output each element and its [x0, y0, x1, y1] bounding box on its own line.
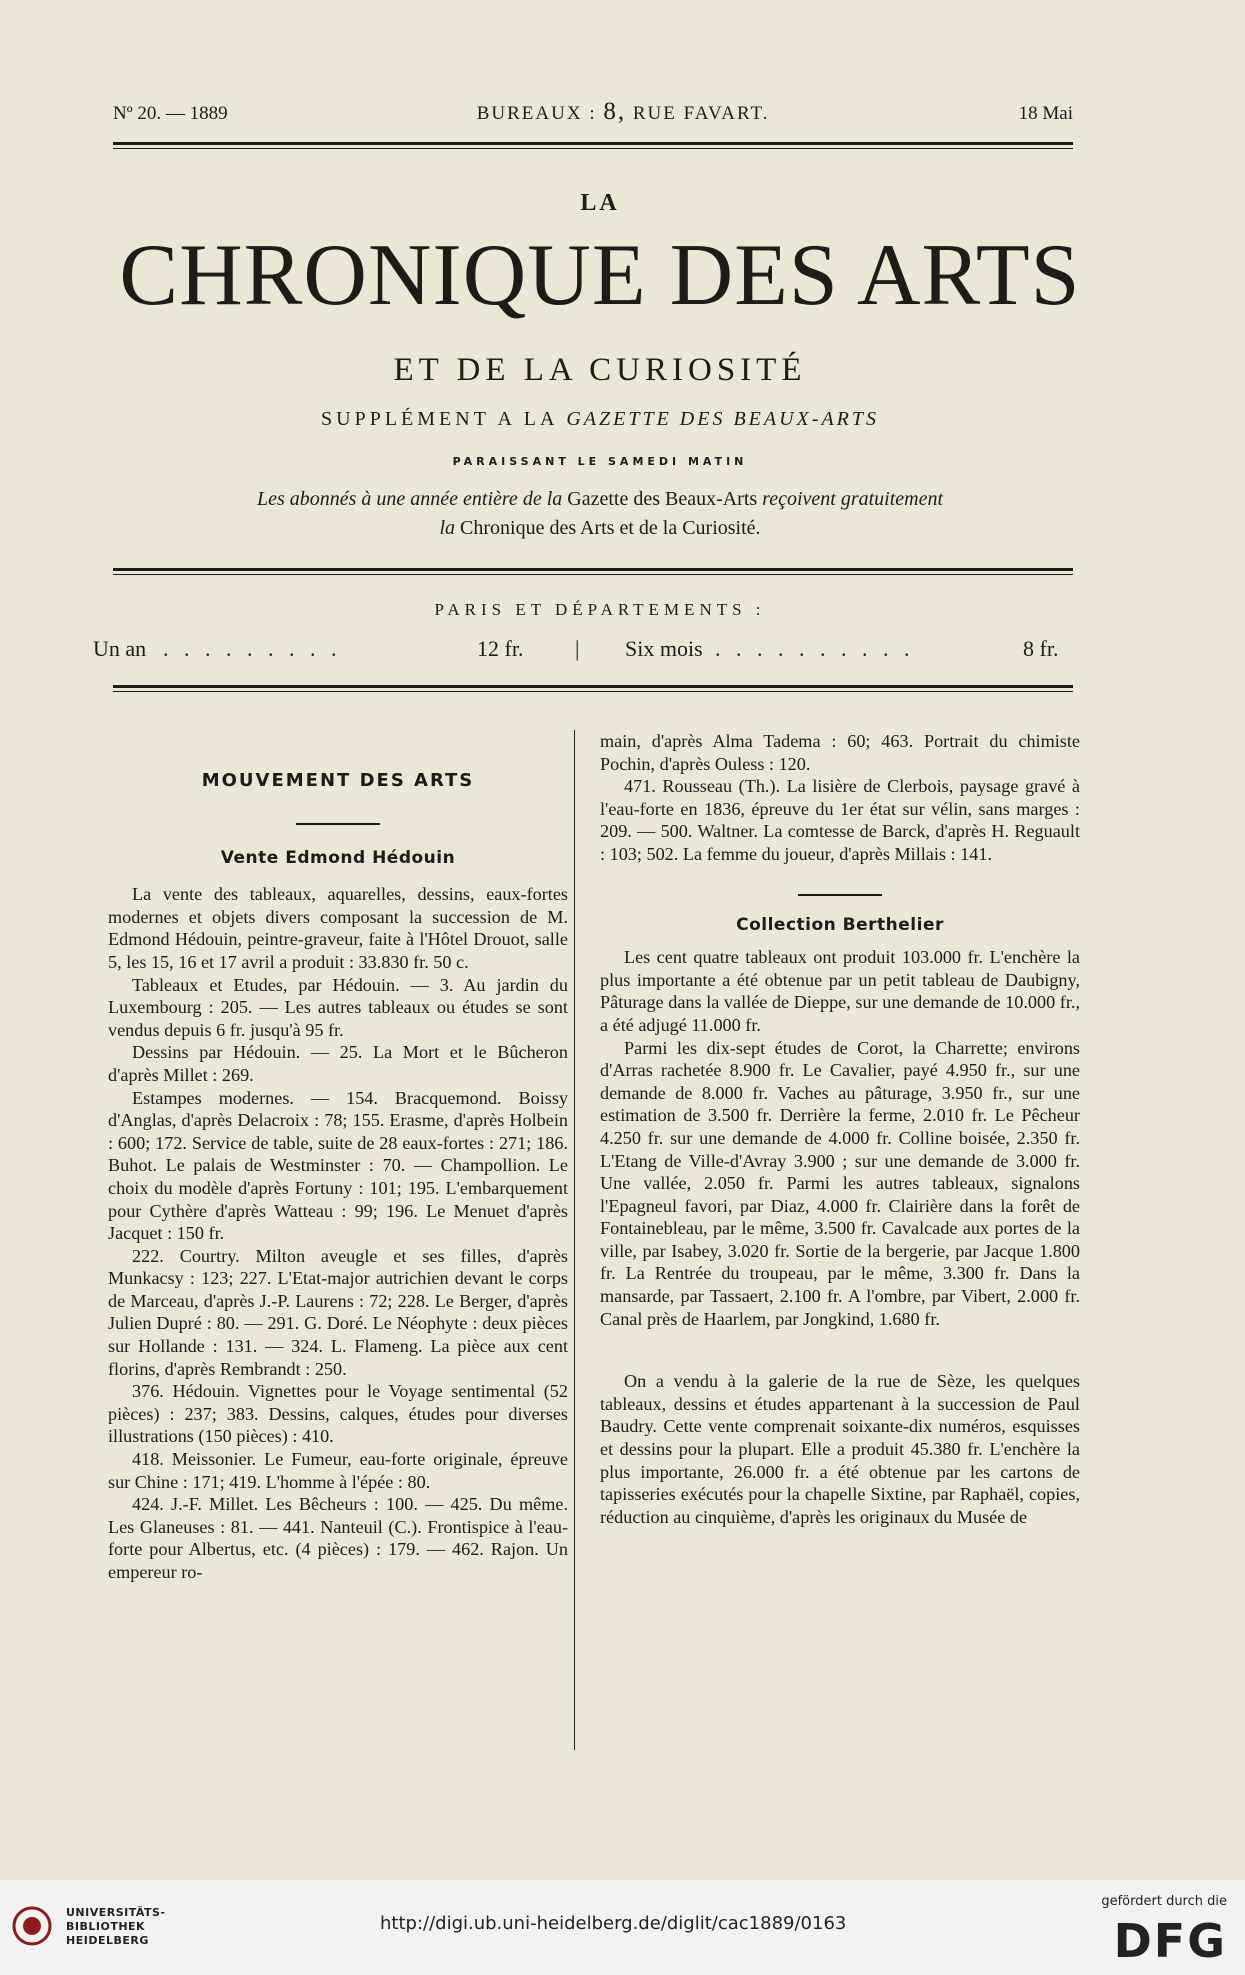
footer-bar [0, 1880, 1245, 1975]
pricing-rule-thin [113, 691, 1073, 692]
year-label: Un an [93, 636, 147, 661]
left-column [108, 770, 568, 1584]
dfg-logo: DFG [1113, 1914, 1227, 1968]
six-month-price: 8 fr. [1023, 636, 1059, 661]
paragraph: Tableaux et Etudes, par Hédouin. — 3. Au jardin du Luxembourg : 205. — Les autres tableaux ou études se sont vendus depuis 6 fr. jusqu'à 95 fr. [108, 974, 568, 1040]
pricing-heading: PARIS ET DÉPARTEMENTS : [434, 600, 766, 619]
paragraph: main, d'après Alma Tadema : 60; 463. Portrait du chimiste Pochin, d'après Ouless : 120. [600, 731, 1080, 774]
paragraph: La vente des tableaux, aquarelles, dessins, eaux-fortes modernes et objets divers composant la succession de M. Edmond Hédouin, peintre-graveur, faite à l'Hôtel Drouot, salle 5, les 15, 16 et 17 avril a produit : 33.830 fr. 50 c. [108, 884, 568, 972]
right-column [600, 730, 1080, 1528]
year-dots: . . . . . . . . . [163, 636, 342, 661]
collection-title: Collection Berthelier [736, 914, 944, 935]
issue-date: 18 Mai [1018, 103, 1073, 124]
university-seal-icon [12, 1904, 52, 1948]
section-title: MOUVEMENT DES ARTS [201, 770, 475, 791]
paragraph: 424. J.-F. Millet. Les Bêcheurs : 100. — 425. Du même. Les Glaneuses : 81. — 441. Nanteuil (C.). Frontispice à l'eau-forte pour Albertus, etc. (4 pièces) : 179. — 462. Rajon. Un empereur ro- [108, 1494, 568, 1582]
masthead-rule-thick [113, 568, 1073, 571]
issue-number: Nº 20. — 1889 [113, 103, 228, 124]
university-name: UNIVERSITÄTS- BIBLIOTHEK HEIDELBERG [66, 1906, 166, 1947]
paragraph: 418. Meissonier. Le Fumeur, eau-forte originale, épreuve sur Chine : 171; 419. L'homme à l'épée : 80. [108, 1449, 568, 1492]
column-divider [574, 730, 575, 1750]
six-month-dots: . . . . . . . . . . [715, 636, 915, 661]
funding-label: gefördert durch die [1101, 1894, 1227, 1909]
paragraph: 376. Hédouin. Vignettes pour le Voyage sentimental (52 pièces) : 237; 383. Dessins, calques, études pour diverses illustrations (150 pièces) : 410. [108, 1381, 568, 1447]
bureaux-address: BUREAUX : 8, RUE FAVART. [476, 98, 770, 125]
masthead-rule-thin [113, 574, 1073, 575]
six-month-label: Six mois [625, 636, 703, 661]
masthead-subtitle: ET DE LA CURIOSITÉ [393, 352, 807, 388]
header-rule-thick [113, 142, 1073, 145]
subscriber-note: Les abonnés à une année entière de la Gazette des Beaux-Arts reçoivent gratuitement la Chronique des Arts et de la Curiosité. [256, 488, 944, 539]
paragraph: On a vendu à la galerie de la rue de Sèze, les quelques tableaux, dessins et études appartenant à la succession de Paul Baudry. Cette vente comprenait soixante-dix numéros, esquisses et dessins pour la plupart. Elle a produit 45.380 fr. L'enchère la plus importante, 26.000 fr. a été obtenue par les cartons de tapisseries exécutés pour la chapelle Sixtine, par Raphaël, copies, réduction au cinquième, d'après les originaux du Musée de [600, 1371, 1080, 1527]
paragraph: Estampes modernes. — 154. Bracquemond. Boissy d'Anglas, d'après Delacroix : 78; 155. Erasme, d'après Holbein : 600; 172. Service de table, suite de 28 eaux-fortes : 271; 186. Buhot. Le palais de Westminster : 70. — Champollion. Le choix du modèle d'après Fortuny : 101; 195. L'embarquement pour Cythère d'après Watteau : 99; 196. Le Menuet d'après Jacquet : 150 fr. [108, 1087, 568, 1244]
header-rule-thin [113, 148, 1073, 149]
paragraph: Dessins par Hédouin. — 25. La Mort et le Bûcheron d'après Millet : 269. [108, 1042, 568, 1085]
paragraph: 222. Courtry. Milton aveugle et ses filles, d'après Munkacsy : 123; 227. L'Etat-major autrichien devant le corps de Marceau, d'après J.-P. Laurens : 72; 228. Le Berger, d'après Julien Dupré : 80. — 291. G. Doré. Le Néophyte : deux pièces sur Hollande : 131. — 324. L. Flameng. La pièce aux cent florins, d'après Rembrandt : 250. [108, 1245, 568, 1379]
paragraph: 471. Rousseau (Th.). La lisière de Clerbois, paysage gravé à l'eau-forte en 1836, épreuve du 1er état sur vélin, sans marges : 209. — 500. Waltner. La comtesse de Barck, d'après H. Reguault : 103; 502. La femme du joueur, d'après Millais : 141. [600, 776, 1080, 864]
masthead-parait: PARAISSANT LE SAMEDI MATIN [452, 455, 748, 468]
price-separator: | [575, 636, 580, 661]
sale-title: Vente Edmond Hédouin [220, 847, 456, 868]
issue-header [113, 98, 1073, 126]
masthead-title: CHRONIQUE DES ARTS [119, 227, 1081, 324]
year-price: 12 fr. [477, 636, 524, 661]
source-url-link[interactable]: http://digi.ub.uni-heidelberg.de/diglit/cac1889/0163 [380, 1913, 847, 1934]
masthead-supplement: SUPPLÉMENT A LA GAZETTE DES BEAUX-ARTS [321, 408, 879, 430]
pricing-rule-thick [113, 685, 1073, 688]
paragraph: Les cent quatre tableaux ont produit 103.000 fr. L'enchère la plus importante a été obtenue par un petit tableau de Daubigny, Pâturage dans la vallée de Dieppe, sur une demande de 10.000 fr., a été adjugé 11.000 fr. [600, 947, 1080, 1035]
paragraph: Parmi les dix-sept études de Corot, la Charrette; environs d'Arras rachetée 8.900 fr. Le Cavalier, payé 4.950 fr., sur une demande de 8.000 fr. Vaches au pâturage, 3.950 fr., sur une estimation de 3.500 fr. Derrière la ferme, 2.010 fr. Le Pêcheur 4.250 fr. sur une demande de 4.000 fr. Colline boisée, 2.350 fr. L'Etang de Ville-d'Avray 3.900 ; sur une demande de 3.000 fr. Une vallée, 2.050 fr. Parmi les autres tableaux, signalons l'Epagneul favori, par Diaz, 4.000 fr. Clairière dans la forêt de Fontainebleau, par le même, 3.500 fr. Cavalcade aux portes de la ville, par Isabey, 3.020 fr. Sortie de la bergerie, par Jacque 1.800 fr. La Rentrée du troupeau, par le même, 3.300 fr. Dans la mansarde, par Tassaert, 2.100 fr. A l'ombre, par Vibert, 2.000 fr. Canal près de Haarlem, par Jongkind, 1.680 fr. [600, 1037, 1080, 1329]
masthead-la: LA [580, 190, 620, 216]
